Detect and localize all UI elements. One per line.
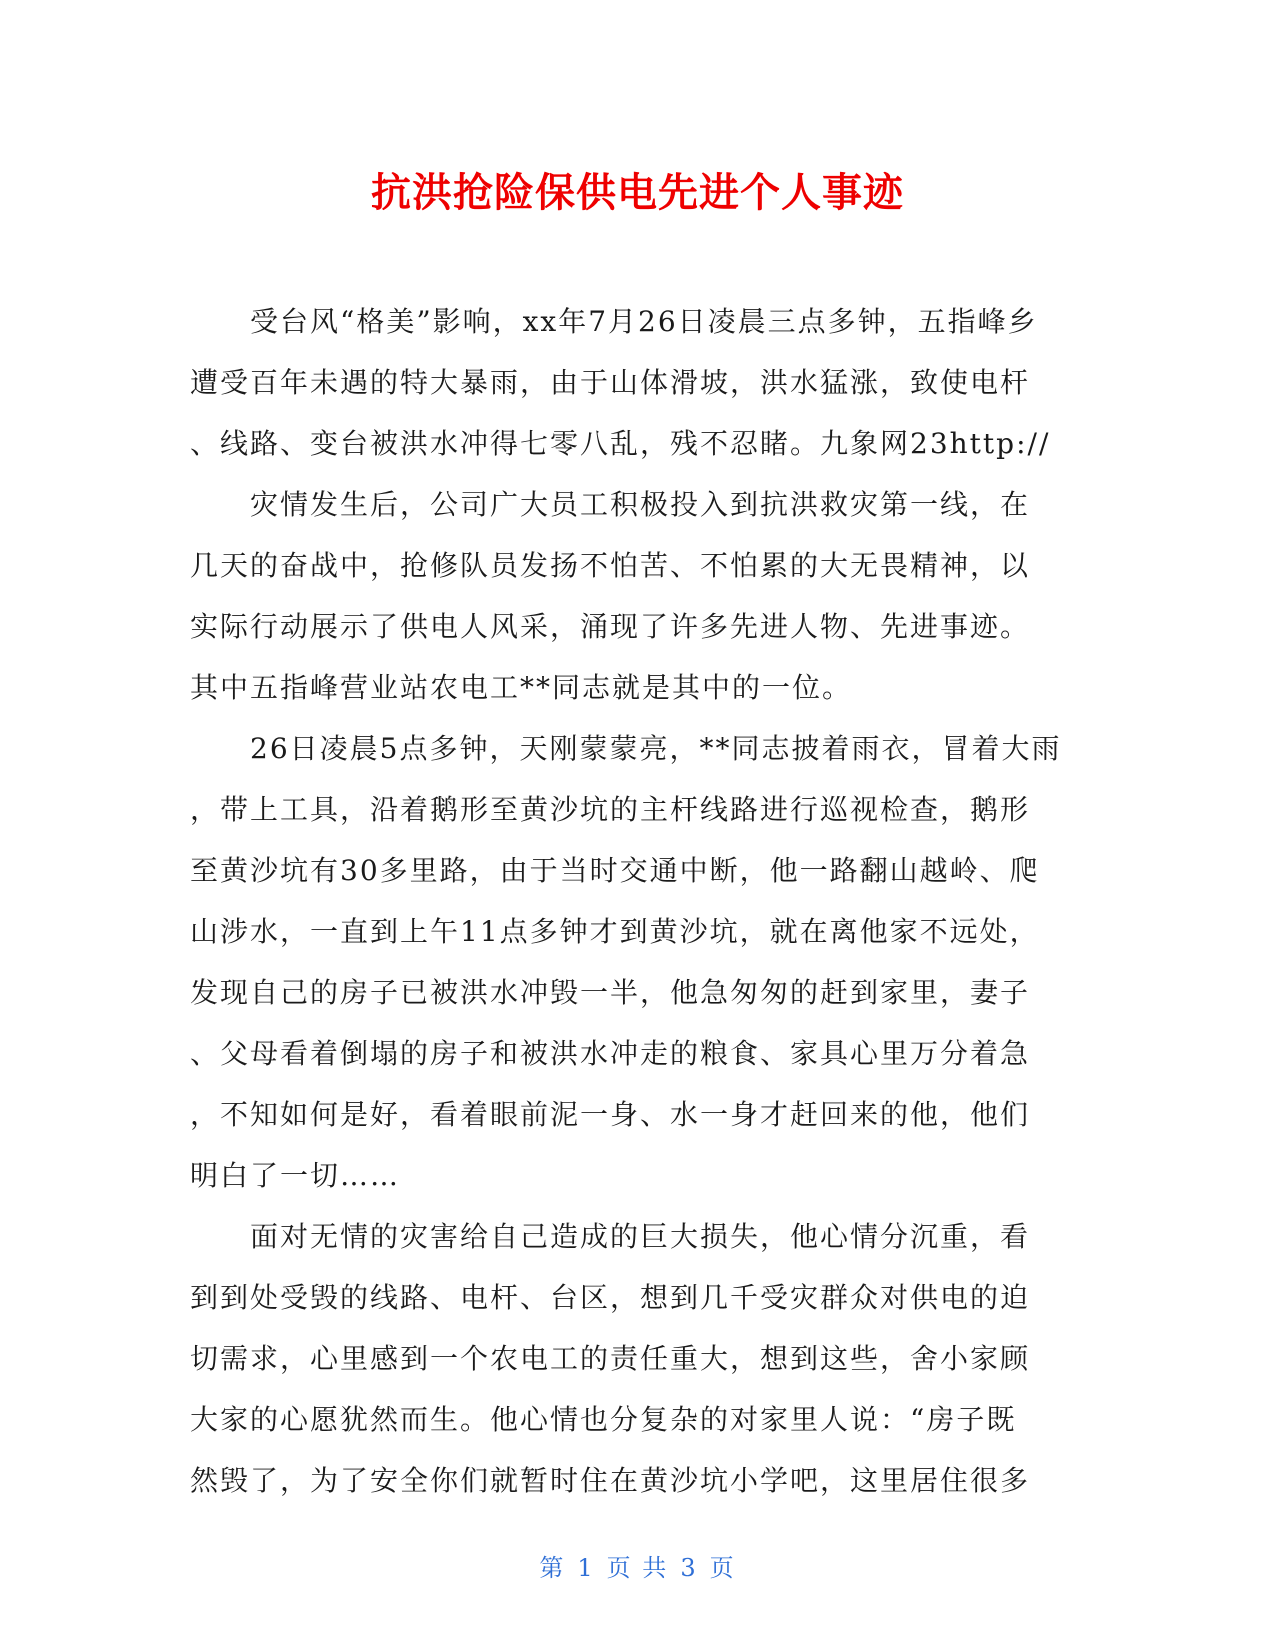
paragraph-line: 灾情发生后，公司广大员工积极投入到抗洪救灾第一线，在 <box>250 488 1031 521</box>
paragraph-line: 明白了一切…… <box>190 1159 401 1192</box>
paragraph-line: 遭受百年未遇的特大暴雨，由于山体滑坡，洪水猛涨，致使电杆 <box>190 366 1031 399</box>
paragraph-line: ，不知如何是好，看着眼前泥一身、水一身才赶回来的他，他们 <box>190 1098 1031 1131</box>
paragraph-line: 切需求，心里感到一个农电工的责任重大，想到这些，舍小家顾 <box>190 1342 1031 1375</box>
paragraph-line: ，带上工具，沿着鹅形至黄沙坑的主杆线路进行巡视检查，鹅形 <box>190 793 1031 826</box>
paragraph-line: 山涉水，一直到上午11点多钟才到黄沙坑，就在离他家不远处， <box>190 915 1040 948</box>
paragraph-line: 26日凌晨5点多钟，天刚蒙蒙亮，**同志披着雨衣，冒着大雨 <box>250 732 1062 765</box>
paragraph-line: 受台风“格美”影响，xx年7月26日凌晨三点多钟，五指峰乡 <box>250 305 1038 338</box>
paragraph-line: 实际行动展示了供电人风采，涌现了许多先进人物、先进事迹。 <box>190 610 1031 643</box>
paragraph-line: 、父母看着倒塌的房子和被洪水冲走的粮食、家具心里万分着急 <box>190 1037 1031 1070</box>
footer-page-number: 1 <box>577 1554 595 1582</box>
paragraph-line: 发现自己的房子已被洪水冲毁一半，他急匆匆的赶到家里，妻子 <box>190 976 1031 1009</box>
footer-prefix: 第 <box>539 1554 566 1582</box>
paragraph-line: 然毁了，为了安全你们就暂时住在黄沙坑小学吧，这里居住很多 <box>190 1464 1031 1497</box>
page-footer <box>0 1548 1275 1583</box>
paragraph-line: 大家的心愿犹然而生。他心情也分复杂的对家里人说：“房子既 <box>190 1403 1017 1436</box>
footer-suffix: 页 <box>709 1554 736 1582</box>
document-body <box>190 291 1080 1511</box>
paragraph-line: 、线路、变台被洪水冲得七零八乱，残不忍睹。九象网23http:// <box>190 427 1051 460</box>
document-title: 抗洪抢险保供电先进个人事迹 <box>371 170 904 216</box>
paragraph-line: 几天的奋战中，抢修队员发扬不怕苦、不怕累的大无畏精神，以 <box>190 549 1031 582</box>
footer-total-pages: 3 <box>680 1554 698 1582</box>
paragraph-line: 到到处受毁的线路、电杆、台区，想到几千受灾群众对供电的迫 <box>190 1281 1031 1314</box>
paragraph-line: 其中五指峰营业站农电工**同志就是其中的一位。 <box>190 671 853 704</box>
footer-middle: 页 共 <box>606 1554 669 1582</box>
paragraph-line: 面对无情的灾害给自己造成的巨大损失，他心情分沉重，看 <box>250 1220 1031 1253</box>
paragraph-line: 至黄沙坑有30多里路，由于当时交通中断，他一路翻山越岭、爬 <box>190 854 1040 887</box>
